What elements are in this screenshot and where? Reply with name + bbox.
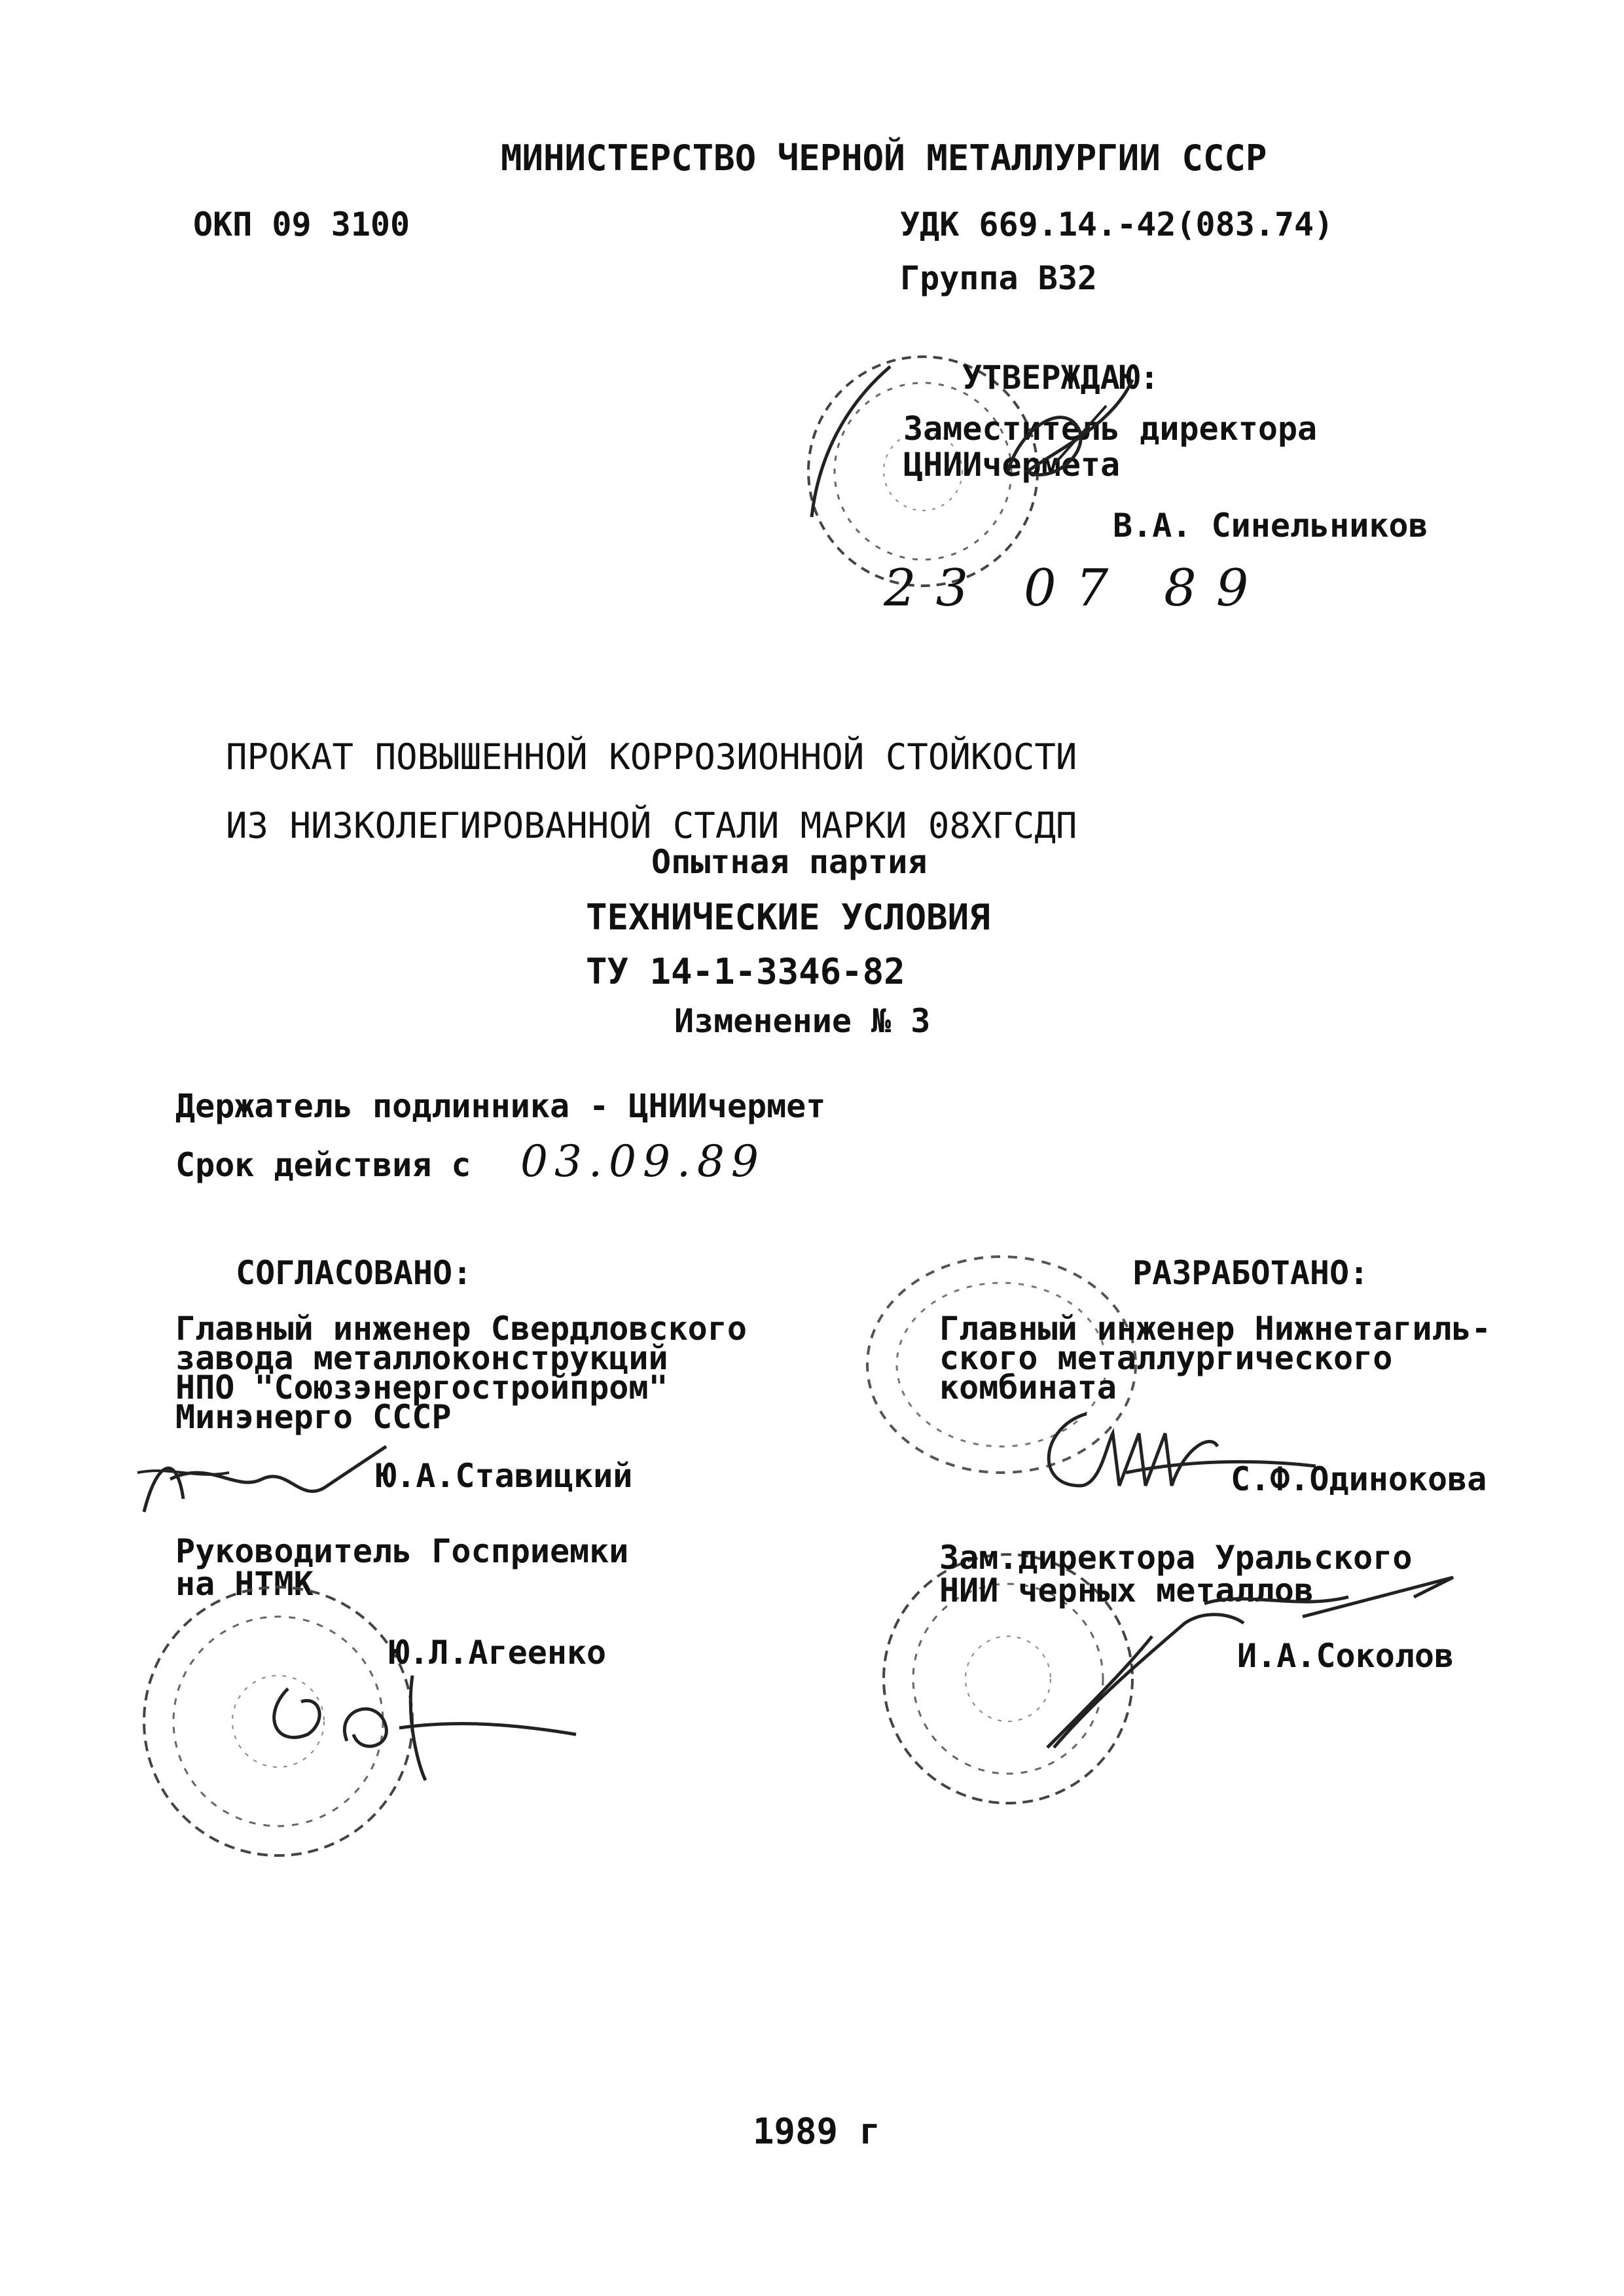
validity-label: Срок действия с [175,1146,471,1184]
agreed-person2-line2: на НТМК [175,1565,314,1603]
developed-person2-line2: НИИ черных металлов [939,1571,1314,1609]
developed-person1-line1: Главный инженер Нижнетагиль- [939,1310,1491,1348]
original-holder: Держатель подлинника - ЦНИИчермет [175,1087,826,1125]
change-number: Изменение № 3 [674,1002,931,1040]
developed-person2-name: И.А.Соколов [1237,1637,1454,1675]
agreed-person1-line4: Минэнерго СССР [175,1398,452,1436]
approval-name: В.А. Синельников [1113,507,1428,545]
developed-person1-line2: ского металлургического [939,1339,1393,1377]
udk-code: УДК 669.14.-42(083.74) [900,206,1334,243]
agreed-heading: СОГЛАСОВАНО: [236,1254,473,1292]
validity-date: 03.09.89 [520,1136,765,1187]
agreed-person1-line3: НПО "Союзэнергостройпром" [175,1369,668,1407]
title-line2: ИЗ НИЗКОЛЕГИРОВАННОЙ СТАЛИ МАРКИ 08ХГСДП [226,805,1077,846]
okp-code: ОКП 09 3100 [193,206,410,243]
developed-person2-line1: Зам.директора Уральского [939,1539,1413,1577]
spec-code: ТУ 14-1-3346-82 [586,951,905,992]
group-code: Группа В32 [900,259,1098,297]
document-year: 1989 г [753,2111,881,2152]
doc-type: ТЕХНИЧЕСКИЕ УСЛОВИЯ [586,897,990,938]
agreed-person2-signature [249,1649,589,1793]
agreed-person1-name: Ю.А.Ставицкий [376,1457,633,1495]
approval-position-line2: ЦНИИчермета [903,446,1121,484]
approval-signature [805,353,1146,550]
approval-heading: УТВЕРЖДАЮ: [962,359,1160,397]
developed-person1-line3: комбината [939,1369,1117,1407]
batch-label: Опытная партия [651,843,928,881]
agreed-person1-line2: завода металлоконструкций [175,1339,668,1377]
approval-position-line1: Заместитель директора [903,410,1318,448]
ministry-title: МИНИСТЕРСТВО ЧЕРНОЙ МЕТАЛЛУРГИИ СССР [501,137,1267,179]
title-line1: ПРОКАТ ПОВЫШЕННОЙ КОРРОЗИОННОЙ СТОЙКОСТИ [226,736,1077,778]
developed-heading: РАЗРАБОТАНО: [1132,1254,1369,1292]
approval-date: 23 07 89 [884,559,1269,618]
agreed-person2-line1: Руководитель Госприемки [175,1532,629,1570]
agreed-person1-signature [131,1433,393,1538]
developed-person1-name: С.Ф.Одинокова [1231,1460,1487,1498]
agreed-person1-line1: Главный инженер Свердловского [175,1310,747,1348]
agreed-person2-name: Ю.Л.Агеенко [389,1634,607,1672]
